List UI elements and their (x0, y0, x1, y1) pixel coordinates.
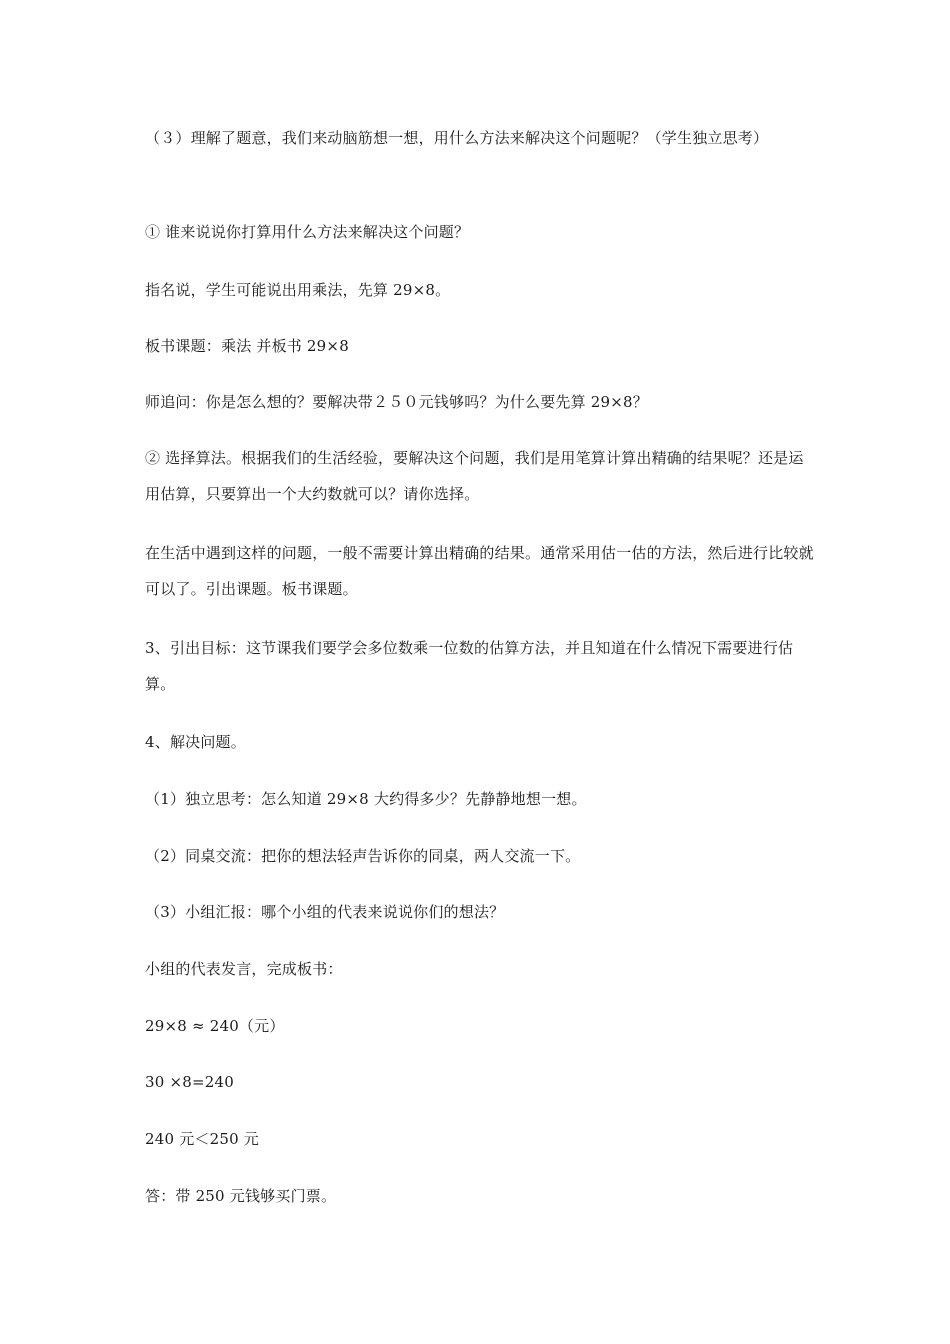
paragraph-board-title: 板书课题：乘法 并板书 29×8 (145, 337, 349, 355)
equation-compare: 240 元＜250 元 (145, 1130, 259, 1148)
paragraph-objective: 3、引出目标：这节课我们要学会多位数乘一位数的估算方法，并且知道在什么情况下需要进行估算。 (145, 639, 794, 693)
paragraph-answer: 答：带 250 元钱够买门票。 (145, 1187, 337, 1205)
paragraph-teacher-followup: 师追问：你是怎么想的？要解决带２５０元钱够吗？为什么要先算 29×8？ (145, 393, 648, 411)
paragraph-think-alone: （1）独立思考：怎么知道 29×8 大约得多少？先静静地想一想。 (145, 790, 587, 808)
paragraph-solve-problem: 4、解决问题。 (145, 733, 246, 751)
paragraph-choose-method: ② 选择算法。根据我们的生活经验，要解决这个问题，我们是用笔算计算出精确的结果呢？还是运用估算，只要算出一个大约数就可以？请你选择。 (145, 449, 804, 503)
paragraph-estimation-intro: 在生活中遇到这样的问题，一般不需要计算出精确的结果。通常采用估一估的方法，然后进行比较就可以了。引出课题。板书课题。 (145, 544, 814, 598)
equation-estimate: 29×8 ≈ 240（元） (145, 1017, 285, 1035)
equation-product: 30 ×8=240 (145, 1073, 234, 1091)
paragraph-board-complete: 小组的代表发言，完成板书： (145, 960, 343, 978)
paragraph-student-answer: 指名说，学生可能说出用乘法，先算 29×8。 (145, 281, 451, 299)
paragraph-group-report: （3）小组汇报：哪个小组的代表来说说你们的想法？ (145, 903, 505, 921)
paragraph-question-1: ① 谁来说说你打算用什么方法来解决这个问题？ (145, 223, 470, 241)
paragraph-step-3: （３）理解了题意，我们来动脑筋想一想，用什么方法来解决这个问题呢？（学生独立思考） (145, 129, 769, 147)
paragraph-peer-exchange: （2）同桌交流：把你的想法轻声告诉你的同桌，两人交流一下。 (145, 847, 581, 865)
